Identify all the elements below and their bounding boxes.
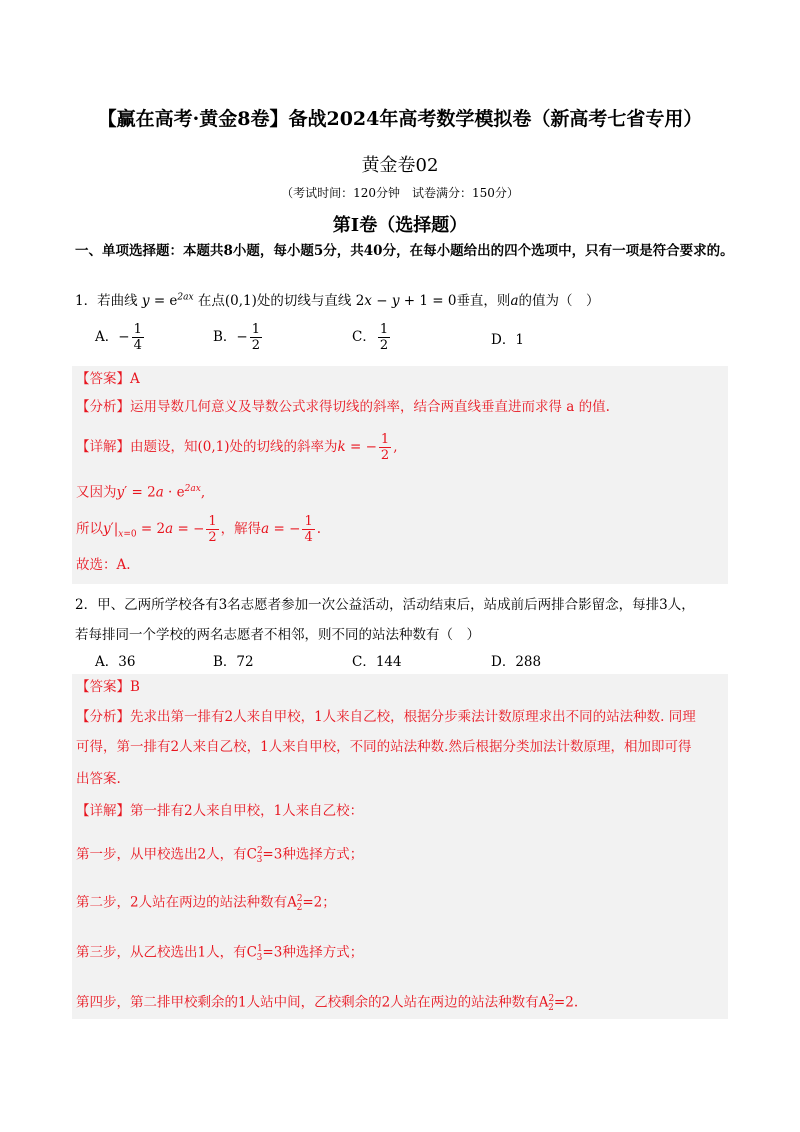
step-3: 第三步，从乙校选出1人，有$C^1_3=3$种选择方式；	[76, 944, 364, 964]
question-2: 2．甲、乙两所学校各有3名志愿者参加一次公益活动，活动结束后，站成前后两排合影留念，每排3人， 若每排同一个学校的两名志愿者不相邻，则不同的站法种数有（ ）	[75, 597, 695, 643]
step-1: 第一步，从甲校选出2人，有$C^2_3=3$种选择方式；	[76, 846, 364, 866]
option-a[interactable]: A．36	[95, 654, 136, 670]
option-d[interactable]: D．288	[491, 654, 542, 670]
detail: 【详解】由题设，知(0,1)处的切线的斜率为k = − $\frac{1}{2}$ ,	[76, 432, 398, 463]
answer-label: 【答案】A	[76, 371, 140, 387]
question-1: 1．若曲线 $y = e^{2ax}$ 在点(0,1)处的切线与直线 2x − y + 1 = 0垂直，则a的值为（ ）	[75, 292, 600, 309]
analysis-line-2: 可得，第一排有2人来自乙校，1人来自甲校，不同的站法种数.然后根据分类加法计数原理，相加即可得	[76, 739, 692, 755]
analysis: 【分析】先求出第一排有2人来自甲校，1人来自乙校，根据分步乘法计数原理求出不同的站法种数. 同理	[76, 709, 696, 725]
answer-label: 【答案】B	[76, 679, 140, 695]
option-b[interactable]: B．72	[213, 654, 254, 670]
answer-box-2	[72, 674, 728, 1019]
conclusion: 故选：A.	[76, 557, 131, 573]
step-4: 第四步，第二排甲校剩余的1人站中间，乙校剩余的2人站在两边的站法种数有$A^2_2=2$.	[76, 994, 579, 1014]
option-c[interactable]: C．144	[352, 654, 402, 670]
part-title: 第I卷（选择题）	[332, 215, 468, 236]
detail: 【详解】第一排有2人来自甲校，1人来自乙校：	[76, 803, 364, 819]
analysis-line-3: 出答案.	[76, 771, 121, 787]
question-number: 1．	[75, 293, 98, 309]
option-b[interactable]: B．− $\frac{1}{2}$	[213, 322, 261, 353]
document-subtitle: 黄金卷02	[361, 155, 439, 176]
section-heading: 一、单项选择题：本题共8小题，每小题5分，共40分，在每小题给出的四个选项中，只有一项是符合要求的。	[75, 243, 734, 259]
detail-line-3: 所以$y'|_{x=0} = 2a$ = − $\frac{1}{2}$ ，解得a = − $\frac{1}{4}$ .	[76, 514, 322, 545]
option-a[interactable]: A．− $\frac{1}{4}$	[95, 322, 142, 353]
step-2: 第二步，2人站在两边的站法种数有$A^2_2=2$；	[76, 894, 336, 914]
exam-info: （考试时间：120分钟 试卷满分：150分）	[281, 186, 519, 200]
document-title: 【赢在高考·黄金8卷】备战2024年高考数学模拟卷（新高考七省专用）	[97, 108, 703, 130]
option-d[interactable]: D．1	[491, 332, 524, 348]
question-number: 2．	[75, 597, 98, 613]
answer-box-1	[72, 366, 728, 584]
analysis: 【分析】运用导数几何意义及导数公式求得切线的斜率，结合两直线垂直进而求得 a 的值.	[76, 399, 610, 415]
option-c[interactable]: C． $\frac{1}{2}$	[352, 322, 389, 353]
detail-line-2: 又因为$y' = 2a \cdot e^{2ax}$,	[76, 484, 206, 501]
